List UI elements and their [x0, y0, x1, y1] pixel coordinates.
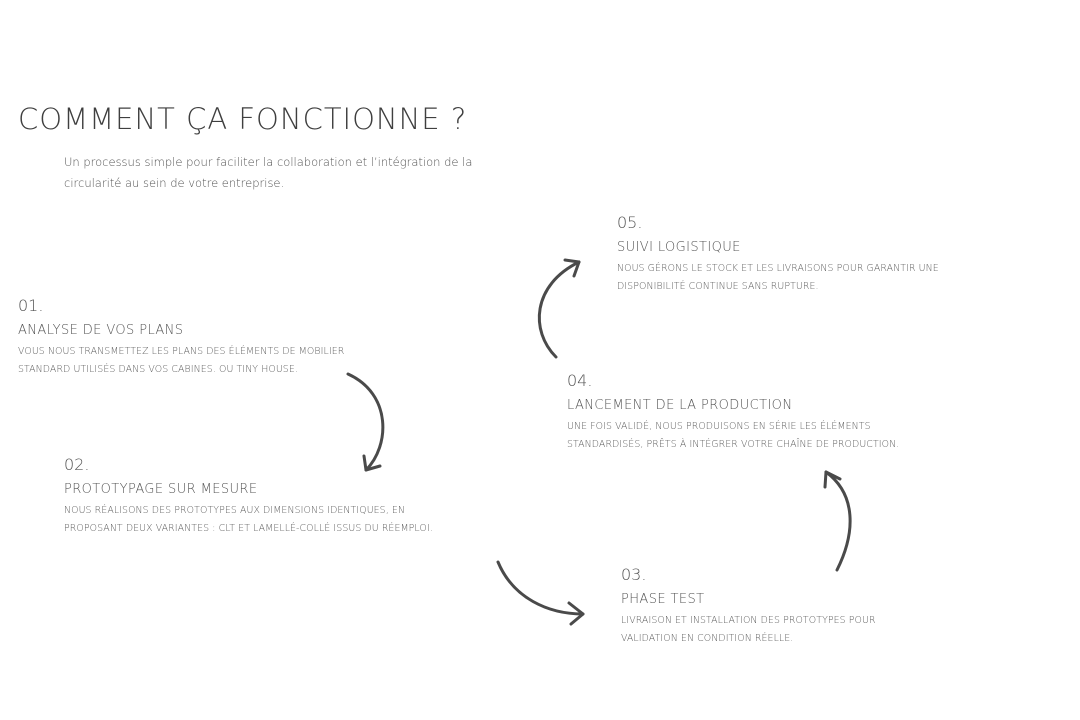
step-description: NOUS RÉALISONS DES PROTOTYPES AUX DIMENSIONS IDENTIQUES, EN PROPOSANT DEUX VARIANTES : CLT ET LAMELLÉ-COLLÉ ISSUS DU RÉEMPLOI.: [64, 505, 433, 534]
arrow-icon: [539, 260, 579, 357]
step-title: LANCEMENT DE LA PRODUCTION: [567, 398, 793, 413]
step-05: [617, 213, 1067, 295]
step-description: NOUS GÉRONS LE STOCK ET LES LIVRAISONS POUR GARANTIR UNE DISPONIBILITÉ CONTINUE SANS RUPTURE.: [617, 263, 939, 292]
step-description: VOUS NOUS TRANSMETTEZ LES PLANS DES ÉLÉMENTS DE MOBILIER STANDARD UTILISÉS DANS VOS CABINES. OU TINY HOUSE.: [18, 346, 345, 375]
step-title: PROTOTYPAGE SUR MESURE: [64, 482, 258, 497]
step-title: ANALYSE DE VOS PLANS: [18, 323, 184, 338]
step-title: SUIVI LOGISTIQUE: [617, 240, 741, 255]
step-description: LIVRAISON ET INSTALLATION DES PROTOTYPES POUR VALIDATION EN CONDITION RÉELLE.: [621, 615, 876, 644]
step-number: 03.: [621, 565, 647, 584]
page-subtitle: Un processus simple pour faciliter la collaboration et l’intégration de la circularité au sein de votre entreprise.: [64, 155, 473, 190]
arrow-icon: [498, 562, 583, 624]
step-01: [18, 296, 488, 378]
page-title: COMMENT ÇA FONCTIONNE ?: [18, 102, 468, 136]
step-description: UNE FOIS VALIDÉ, NOUS PRODUISONS EN SÉRIE LES ÉLÉMENTS STANDARDISÉS, PRÊTS À INTÉGRER VOTRE CHAÎNE DE PRODUCTION.: [567, 421, 900, 450]
step-03: [621, 565, 1001, 647]
step-04: [567, 371, 1037, 453]
arrow-icon: [825, 472, 850, 570]
step-number: 01.: [18, 296, 44, 315]
step-number: 04.: [567, 371, 593, 390]
step-title: PHASE TEST: [621, 592, 705, 607]
step-02: [64, 455, 564, 537]
step-number: 05.: [617, 213, 643, 232]
step-number: 02.: [64, 455, 90, 474]
